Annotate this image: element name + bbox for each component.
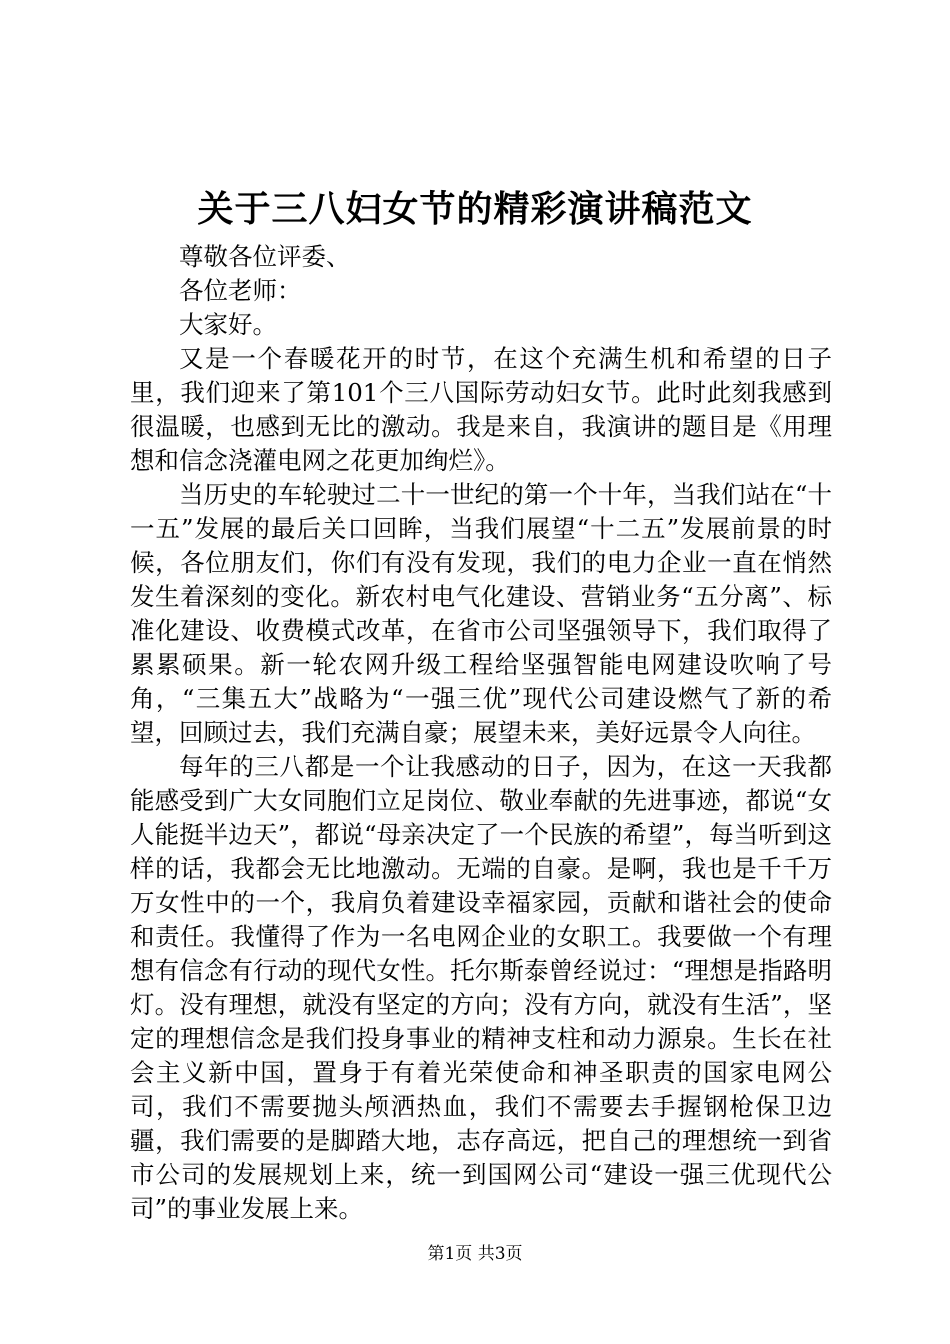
document-title: 关于三八妇女节的精彩演讲稿范文 (197, 188, 753, 230)
body-paragraph: 当历史的车轮驶过二十一世纪的第一个十年，当我们站在“十一五”发展的最后关口回眸，当我们展望“十二五”发展前景的时候，各位朋友们，你们有没有发现，我们的电力企业一直在悄然发生着深刻的变化。新农村电气化建设、营销业务“五分离”、标准化建设、收费模式改革，在省市公司坚强领导下，我们取得了累累硕果。新一轮农网升级工程给坚强智能电网建设吹响了号角，“三集五大”战略为“一强三优”现代公司建设燃气了新的希望，回顾过去，我们充满自豪；展望未来，美好远景令人向往。 (130, 480, 832, 747)
page-footer: 第1页 共3页 (427, 1244, 523, 1264)
salutation-greeting: 大家好。 (179, 310, 277, 339)
salutation-teachers: 各位老师： (179, 276, 302, 305)
salutation-judges: 尊敬各位评委、 (179, 242, 351, 271)
body-paragraph: 又是一个春暖花开的时节，在这个充满生机和希望的日子里，我们迎来了第101个三八国际劳动妇女节。此时此刻我感到很温暖，也感到无比的激动。我是来自，我演讲的题目是《用理想和信念浇灌电网之花更加绚烂》。 (130, 344, 832, 475)
body-paragraph: 每年的三八都是一个让我感动的日子，因为，在这一天我都能感受到广大女同胞们立足岗位、敬业奉献的先进事迹，都说“女人能挺半边天”，都说“母亲决定了一个民族的希望”，每当听到这样的话，我都会无比地激动。无端的自豪。是啊，我也是千千万万女性中的一个，我肩负着建设幸福家园，贡献和谐社会的使命和责任。我懂得了作为一名电网企业的女职工。我要做一个有理想有信念有行动的现代女性。托尔斯泰曾经说过：“理想是指路明灯。没有理想，就没有坚定的方向；没有方向，就没有生活”，坚定的理想信念是我们投身事业的精神支柱和动力源泉。生长在社会主义新中国，置身于有着光荣使命和神圣职责的国家电网公司，我们不需要抛头颅洒热血，我们不需要去手握钢枪保卫边疆，我们需要的是脚踏大地，志存高远，把自己的理想统一到省市公司的发展规划上来，统一到国网公司“建设一强三优现代公司”的事业发展上来。 (130, 752, 832, 1223)
document-body (130, 240, 832, 1226)
